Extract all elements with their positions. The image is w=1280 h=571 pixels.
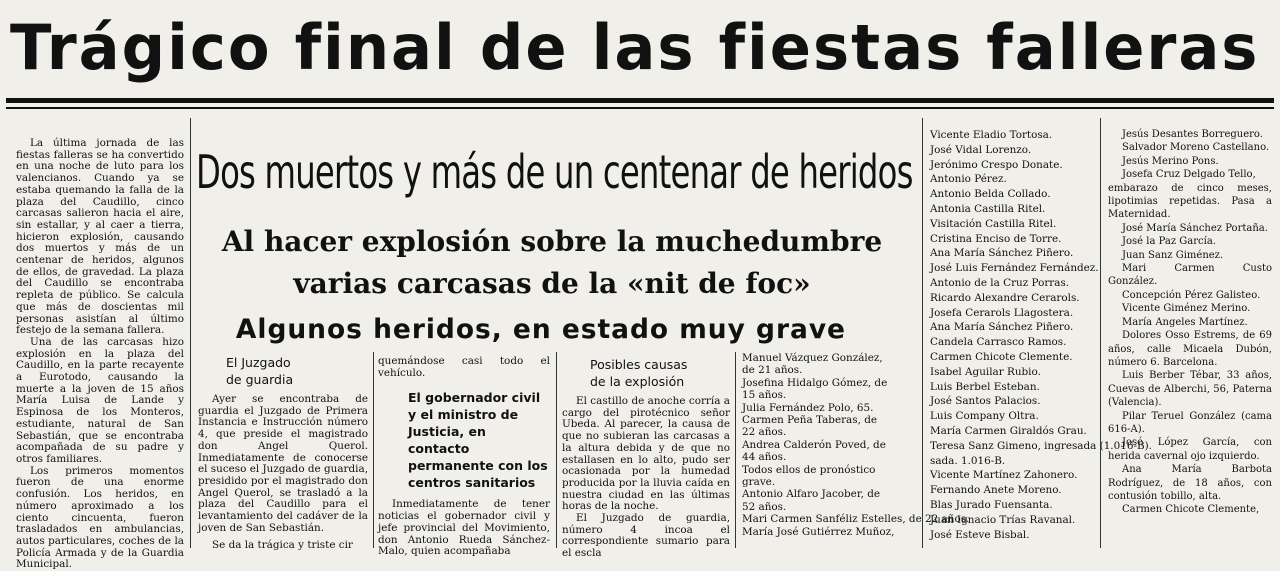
- lead-paragraph: Los primeros momentos fueron de una enorme confusión. Los heridos, en número aproximado a los ciento cincuenta, fueron trasladados en ambulancias, autos particulares, coches de la Policía Armada y de la Guardia Municipal.: [16, 464, 184, 571]
- injured-entry: José Santos Palacios.: [930, 395, 1041, 408]
- injured-entry: Juan Ignacio Trías Ravanal.: [930, 513, 1076, 526]
- injured-entry: Pilar Teruel González (cama 616-A).: [1108, 410, 1272, 435]
- injured-entry: Julia Fernández Polo, 65.: [742, 401, 874, 414]
- injured-entry: Mari Carmen Sanféliz Estelles, de 22 años.: [742, 513, 970, 526]
- deck-headline-2: varias carcasas de la «nit de foc»: [293, 267, 811, 300]
- injured-entry: Carmen Chicote Clemente.: [930, 350, 1073, 363]
- main-headline: Dos muertos y más de un centenar de heridos: [196, 145, 913, 199]
- injured-entry: Carmen Chicote Clemente,: [1122, 504, 1260, 516]
- column-divider: [556, 352, 557, 548]
- masthead-rule-thin: [6, 107, 1274, 109]
- injured-entry: Josefa Cruz Delgado Tello,: [1122, 169, 1256, 181]
- injured-entry: Teresa Sanz Gimeno, ingresada (1.016-B).: [930, 439, 1152, 452]
- injured-list-2: [930, 128, 1152, 548]
- governor-subhead: Justicia, en contacto: [408, 424, 486, 457]
- injured-entry: Antonio Belda Collado.: [930, 188, 1051, 201]
- injured-entry: 22 años.: [742, 426, 787, 439]
- injured-entry: Visitación Castilla Ritel.: [930, 217, 1057, 230]
- injured-entry: María Carmen Giraldós Grau.: [930, 424, 1087, 437]
- injured-entry: Jesús Desantes Borreguero.: [1122, 129, 1263, 140]
- injured-entry: María José Gutiérrez Muñoz,: [742, 525, 895, 538]
- injured-entry: Fernando Anete Moreno.: [930, 484, 1062, 497]
- injured-entry: Antonio Pérez.: [930, 173, 1007, 186]
- injured-list-3: [1108, 128, 1272, 548]
- injured-entry: sada. 1.016-B.: [930, 454, 1006, 467]
- column-divider: [373, 352, 374, 548]
- injured-entry: Carmen Peña Taberas, de: [742, 414, 877, 427]
- injured-entry: José López García, con herida cavernal ojo izquierdo.: [1108, 437, 1272, 462]
- governor-subhead: centros sanitarios: [408, 475, 536, 491]
- governor-column: [378, 355, 550, 558]
- injured-entry: 44 años.: [742, 451, 787, 464]
- injured-entry: Ricardo Alexandre Cerarols.: [930, 291, 1080, 304]
- injured-entry: Antonio de la Cruz Porras.: [930, 276, 1070, 289]
- injured-entry: grave.: [742, 476, 776, 489]
- injured-entry: José la Paz García.: [1122, 236, 1216, 248]
- court-column: [198, 354, 368, 552]
- lead-paragraph: Una de las carcasas hizo explosión en la plaza del Caudillo, en la parte recayente a Eurotodo, causando la muerte a la joven de 15 años María Luisa de Lande y Espinosa de los Monteros, estudiante, natural de San Sebastián, que se encontraba acompañada de su padre y otros familiares.: [16, 335, 184, 465]
- injured-entry: Vicente Eladio Tortosa.: [930, 129, 1053, 141]
- injured-entry: 15 años.: [742, 389, 787, 402]
- injured-entry: José Esteve Bisbal.: [930, 528, 1030, 541]
- injured-entry: Blas Jurado Fuensanta.: [930, 498, 1053, 511]
- injured-entry: Andrea Calderón Poved, de: [742, 438, 886, 451]
- court-paragraph: Ayer se encontraba de guardia el Juzgado de Primera Instancia e Instrucción número 4, que preside el magistrado don Angel Querol. Inmediatamente de conocerse el suceso el Juzgado de guardia, presidido por el magistrado don Angel Querol, se trasladó a la plaza del Caudillo para el levantamiento del cadáver de la joven de San Sebastián.: [198, 393, 368, 534]
- causes-paragraph: El castillo de anoche corría a cargo del pirotécnico señor Ubeda. Al parecer, la causa de que no subieran las carcasas a la altura debida y de que no estallasen en lo alto, pudo ser ocasionada por la humedad producida por la lluvia caída en nuestra ciudad en las últimas horas de la noche.: [562, 395, 730, 513]
- injured-entry: José Luis Fernández Fernández.: [930, 262, 1099, 275]
- injured-entry: Cristina Enciso de Torre.: [930, 232, 1062, 245]
- injured-entry: Luis Company Oltra.: [930, 410, 1039, 423]
- governor-subhead: El gobernador civil: [408, 390, 541, 406]
- injured-entry: Antonio Alfaro Jacober, de: [742, 488, 881, 501]
- injured-entry: Manuel Vázquez González,: [742, 352, 883, 364]
- injured-entry: Josefa Cerarols Llagostera.: [930, 306, 1074, 319]
- injured-entry: Juan Sanz Giménez.: [1122, 249, 1224, 261]
- deck-headline-3: Algunos heridos, en estado muy grave: [235, 314, 846, 345]
- injured-entry: Isabel Aguilar Rubio.: [930, 365, 1041, 378]
- deck-headline-1: Al hacer explosión sobre la muchedumbre: [221, 225, 883, 258]
- column-divider: [735, 352, 736, 548]
- injured-entry: Concepción Pérez Galisteo.: [1122, 289, 1261, 301]
- governor-subhead: permanente con los: [408, 458, 548, 474]
- injured-entry: José María Sánchez Portaña.: [1122, 222, 1268, 234]
- lead-paragraph: La última jornada de las fiestas falleras se ha convertido en una noche de luto para los valencianos. Cuando ya se estaba quemando la falla de la plaza del Caudillo, cinco carcasas salieron hacia el aire, sin estallar, y al caer a tierra, hicieron explosión, causando dos muertos y más de un centenar de heridos, algunos de ellos, de gravedad. La plaza del Caudillo se encontraba repleta de público. Se calcula que más de doscientas mil personas asistían al último festejo de la semana fallera.: [16, 137, 184, 337]
- injured-entry: Todos ellos de pronóstico: [742, 463, 876, 476]
- injured-entry: Ana María Sánchez Piñero.: [930, 247, 1074, 260]
- injured-entry: 52 años.: [742, 500, 787, 513]
- lead-column: [16, 137, 184, 571]
- causes-column: [562, 356, 730, 560]
- masthead-title: Trágico final de las fiestas falleras: [10, 11, 1260, 84]
- injured-entry: José Vidal Lorenzo.: [930, 143, 1032, 156]
- injured-entry: Vicente Martínez Zahonero.: [930, 469, 1078, 482]
- injured-entry: Ana María Barbota Rodríguez, de 18 años, con contusión tobillo, alta.: [1108, 464, 1272, 502]
- column-divider: [190, 118, 191, 548]
- column-divider: [1100, 118, 1101, 548]
- injured-entry: Josefina Hidalgo Gómez, de: [742, 376, 888, 389]
- injured-entry: Mari Carmen Custo González.: [1108, 263, 1272, 288]
- injured-entry: Luis Berbel Esteban.: [930, 380, 1040, 393]
- causes-subhead: de la explosión: [590, 374, 685, 389]
- governor-subhead: y el ministro de: [408, 407, 519, 423]
- injured-entry: Vicente Giménez Merino.: [1122, 303, 1251, 315]
- court-subhead: de guardia: [226, 372, 294, 387]
- injured-entry: Dolores Osso Estrems, de 69 años, calle Micaela Dubón, número 6. Barcelona.: [1108, 330, 1272, 368]
- governor-paragraph: quemándose casi todo el vehículo.: [378, 355, 550, 379]
- masthead-rule: [6, 98, 1274, 103]
- causes-subhead: Posibles causas: [590, 357, 688, 372]
- court-subhead: El Juzgado: [226, 355, 291, 370]
- injured-entry: Candela Carrasco Ramos.: [930, 336, 1067, 349]
- injured-entry: Antonia Castilla Ritel.: [930, 202, 1046, 215]
- injured-entry: Ana María Sánchez Piñero.: [930, 321, 1074, 334]
- injured-entry: embarazo de cinco meses, lipotimias repetidas. Pasa a Maternidad.: [1108, 182, 1272, 221]
- governor-paragraph: Inmediatamente de tener noticias el gobernador civil y jefe provincial del Movimiento, don Antonio Rueda Sánchez-Malo, quien acompañaba: [378, 498, 550, 558]
- injured-entry: Jesús Merino Pons.: [1122, 155, 1219, 167]
- injured-entry: Jerónimo Crespo Donate.: [930, 158, 1063, 171]
- injured-entry: de 21 años.: [742, 364, 803, 377]
- injured-entry: María Angeles Martínez.: [1122, 316, 1248, 328]
- court-paragraph: Se da la trágica y triste cir: [212, 539, 353, 552]
- injured-entry: Salvador Moreno Castellano.: [1122, 142, 1270, 154]
- causes-paragraph: El Juzgado de guardia, número 4 incoa el correspondiente sumario para el escla: [562, 512, 730, 560]
- injured-entry: Luis Berber Tébar, 33 años, Cuevas de Alberchi, 56, Paterna (Valencia).: [1108, 370, 1272, 409]
- column-divider: [922, 118, 923, 548]
